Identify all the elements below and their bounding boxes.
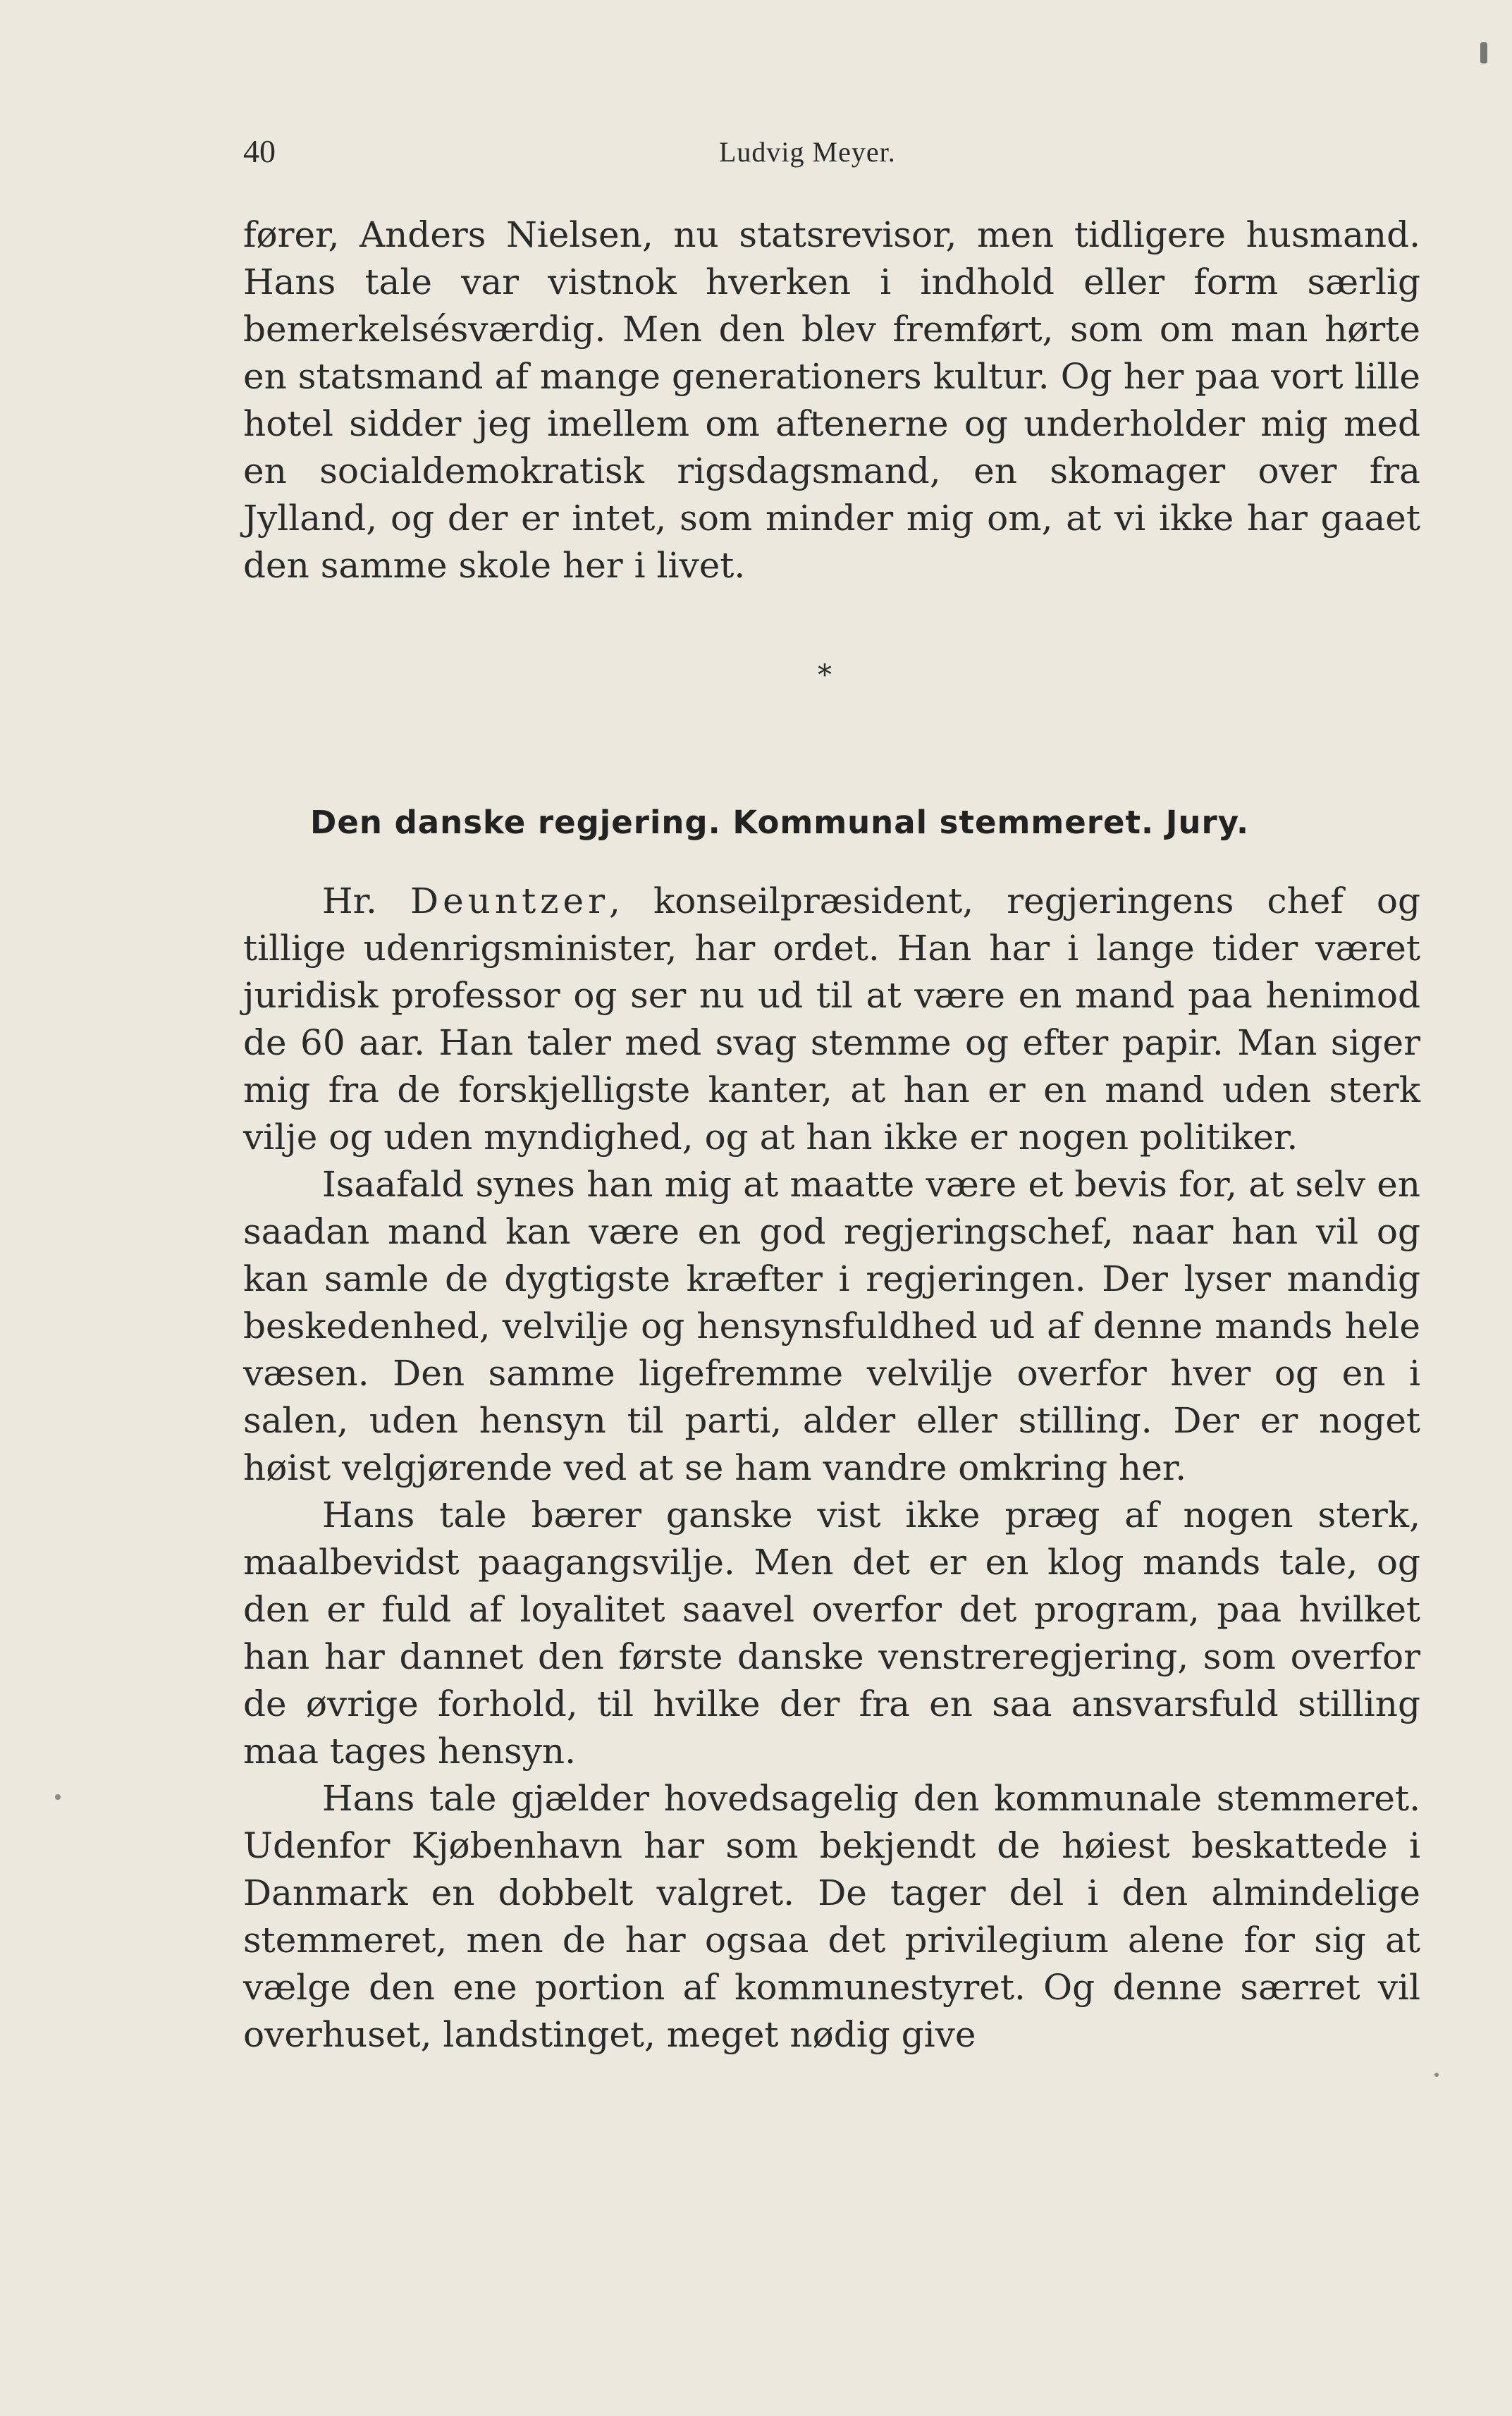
section-heading: Den danske regjering. Kommunal stemmeret. Jury. xyxy=(310,804,1250,841)
paper-speck xyxy=(1434,2073,1439,2077)
paragraph-3: Hans tale bærer ganske vist ikke præg af nogen sterk, maalbevidst paagangsvilje. Men det er en klog mands tale, og den er fuld af loyalitet saavel overfor det program, paa hvilket han har dannet den første danske venstreregjering, som overfor de øvrige forhold, til hvilke der fra en saa ansvarsfuld stilling maa tages hensyn. xyxy=(243,1495,1420,1772)
speaker-name: Deuntzer xyxy=(410,881,610,921)
paper-speck xyxy=(1480,42,1487,63)
paragraph-4: Hans tale gjælder hovedsagelig den kommunale stemmeret. Udenfor Kjøbenhavn har som bekjendt de høiest beskattede i Danmark en dobbelt valgret. De tager del i den almindelige stemmeret, men de har ogsaa det privilegium alene for sig at vælge den ene portion af kommunestyret. Og denne særret vil overhuset, landstinget, meget nødig give xyxy=(243,1778,1420,2055)
running-head xyxy=(243,133,1427,175)
continuation-text-block xyxy=(243,211,1420,589)
page-number: 40 xyxy=(243,133,276,169)
paragraph-1-rest: , konseilpræsident, regjeringens chef og tillige udenrigsminister, har ordet. Han har i lange tider været juridisk professor og ser nu ud til at være en mand paa henimod de 60 aar. Han taler med svag stemme og efter papir. Man siger mig fra de forskjelligste kanter, at han er en mand uden sterk vilje og uden myndighed, og at han ikke er nogen politiker. xyxy=(243,881,1420,1158)
running-title: Ludvig Meyer. xyxy=(719,136,896,168)
section-separator-asterisk: * xyxy=(818,659,832,692)
paper-speck xyxy=(55,1794,61,1800)
continuation-paragraph: fører, Anders Nielsen, nu statsrevisor, men tidligere husmand. Hans tale var vistnok hverken i indhold eller form særlig bemerkelsésværdig. Men den blev fremført, som om man hørte en statsmand af mange generationers kultur. Og her paa vort lille hotel sidder jeg imellem om aftenerne og underholder mig med en socialdemokratisk rigsdagsmand, en skomager over fra Jylland, og der er intet, som minder mig om, at vi ikke har gaaet den samme skole her i livet. xyxy=(243,214,1420,586)
paragraph-1 xyxy=(243,878,1420,1161)
paragraph-2: Isaafald synes han mig at maatte være et bevis for, at selv en saadan mand kan være en god regjeringschef, naar han vil og kan samle de dygtigste kræfter i regjeringen. Der lyser mandig beskedenhed, velvilje og hensynsfuldhed ud af denne mands hele væsen. Den samme ligefremme velvilje overfor hver og en i salen, uden hensyn til parti, alder eller stilling. Der er noget høist velgjørende ved at se ham vandre omkring her. xyxy=(243,1164,1420,1488)
section-text-block xyxy=(243,878,1420,2059)
speaker-prefix: Hr. xyxy=(322,881,410,921)
